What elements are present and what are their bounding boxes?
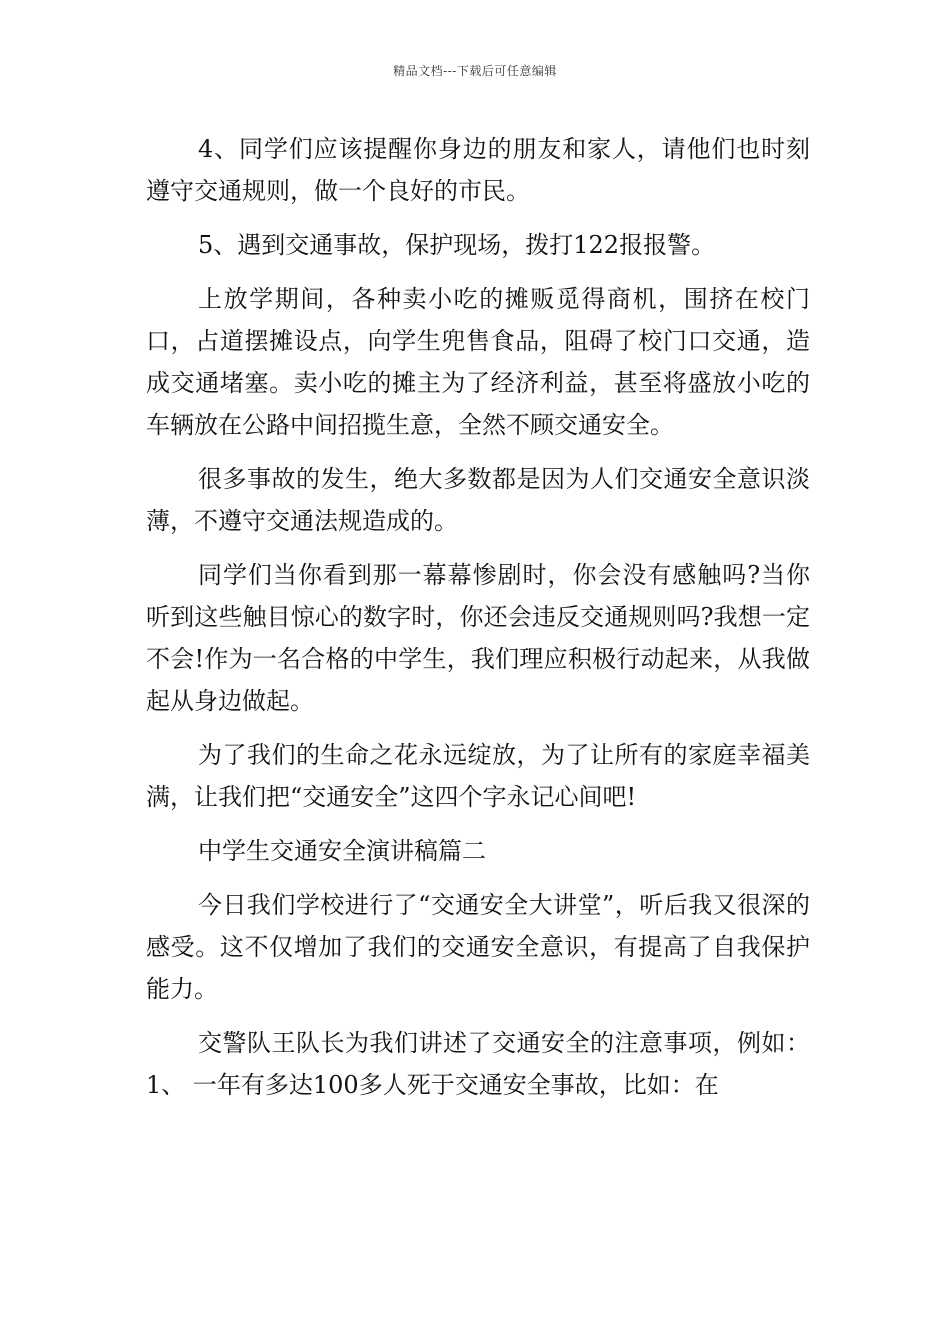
paragraph-item-5: 5、遇到交通事故，保护现场，拨打122报报警。 — [198, 231, 716, 259]
paragraph-call-to-action: 同学们当你看到那一幕幕惨剧时，你会没有感触吗?当你听到这些触目惊心的数字时，你还会违反交通规则吗?我想一定不会!作为一名合格的中学生，我们理应积极行动起来，从我做起从身边做起。 — [146, 561, 810, 715]
document-body — [146, 128, 810, 1118]
paragraph-school-gate-vendors: 上放学期间，各种卖小吃的摊贩觅得商机，围挤在校门口，占道摆摊设点，向学生兜售食品，阻碍了校门口交通，造成交通堵塞。卖小吃的摊主为了经济利益，甚至将盛放小吃的车辆放在公路中间招揽生意，全然不顾交通安全。 — [146, 285, 810, 439]
paragraph-item-4: 4、同学们应该提醒你身边的朋友和家人，请他们也时刻遵守交通规则，做一个良好的市民。 — [146, 135, 810, 205]
paragraph-accident-causes: 很多事故的发生，绝大多数都是因为人们交通安全意识淡薄，不遵守交通法规造成的。 — [146, 465, 810, 535]
paragraph-lecture-intro: 今日我们学校进行了“交通安全大讲堂”，听后我又很深的感受。这不仅增加了我们的交通安全意识，有提高了自我保护能力。 — [146, 891, 810, 1003]
section-heading: 中学生交通安全演讲稿篇二 — [198, 837, 486, 865]
page-header: 精品文档---下载后可任意编辑 — [393, 64, 557, 78]
paragraph-lecture-details: 交警队王队长为我们讲述了交通安全的注意事项，例如：1、 一年有多达100多人死于交通安全事故，比如：在 — [146, 1029, 810, 1099]
paragraph-closing: 为了我们的生命之花永远绽放，为了让所有的家庭幸福美满，让我们把“交通安全”这四个字永记心间吧! — [146, 741, 810, 811]
